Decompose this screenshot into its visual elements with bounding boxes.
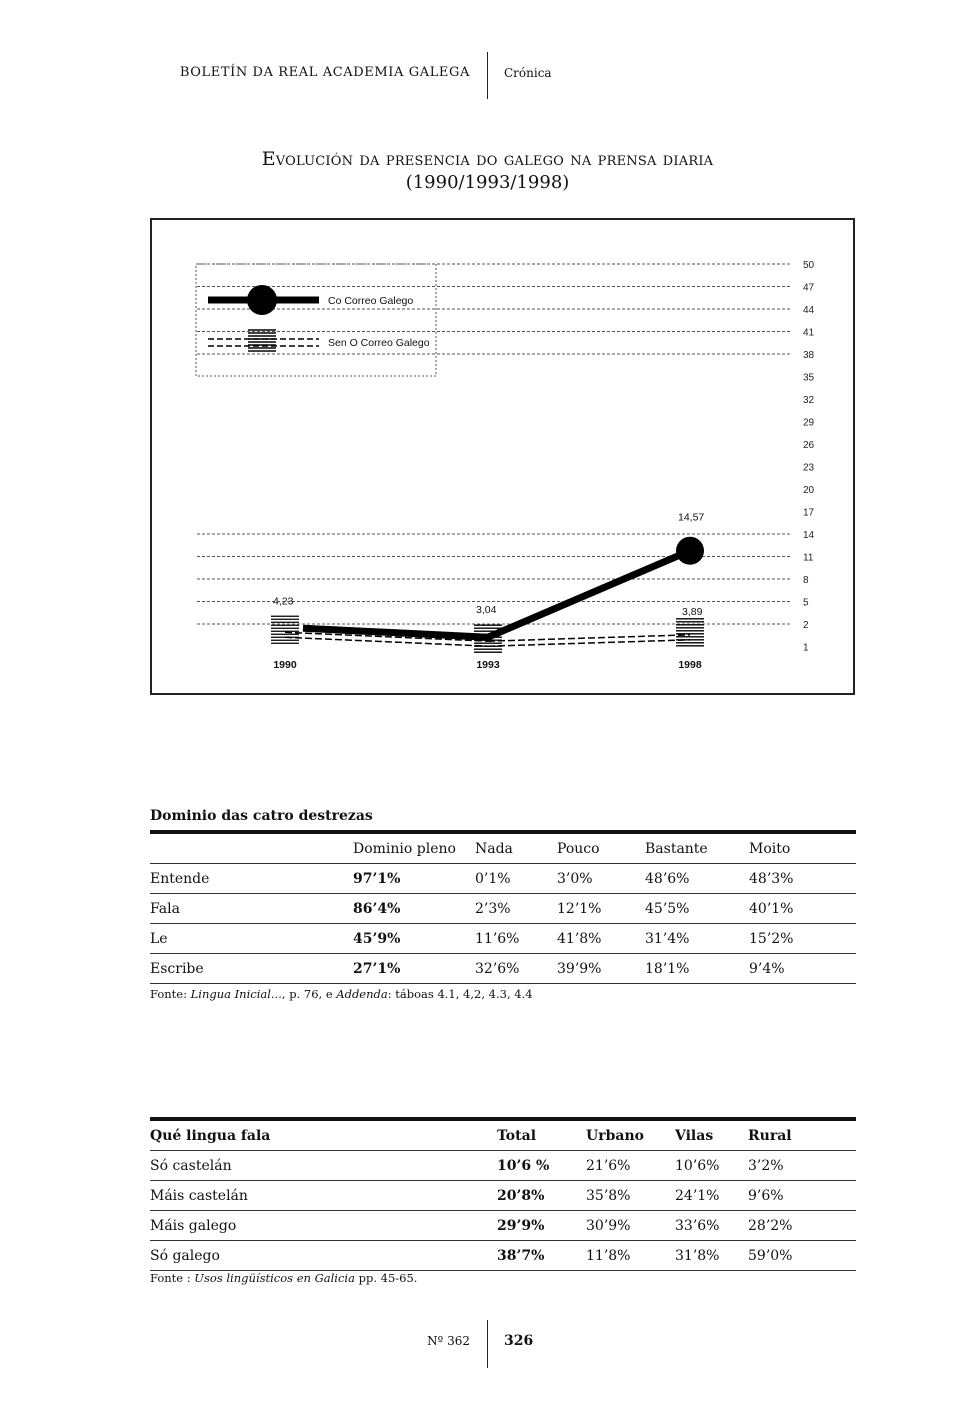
table-cell: 10’6 % xyxy=(497,1151,586,1181)
y-tick-label: 20 xyxy=(803,485,815,496)
table-row xyxy=(150,1241,856,1271)
series2-data-label: 3,89 xyxy=(682,605,703,618)
table-cell: 31’4% xyxy=(645,924,749,954)
y-tick-label: 14 xyxy=(803,530,815,541)
chart-title-line2: (1990/1993/1998) xyxy=(405,172,570,193)
table-cell: 24’1% xyxy=(675,1181,748,1211)
table-cell: 86’4% xyxy=(353,894,475,924)
x-tick-label: 1998 xyxy=(678,659,702,671)
table-cell: 48’6% xyxy=(645,864,749,894)
table-row xyxy=(150,1151,856,1181)
table-cell: 12’1% xyxy=(557,894,645,924)
table-cell: 2’3% xyxy=(475,894,557,924)
table-cell: 40’1% xyxy=(749,894,856,924)
column-header: Rural xyxy=(748,1119,856,1151)
column-header: Bastante xyxy=(645,832,749,864)
row-label: Só castelán xyxy=(150,1151,497,1181)
legend-marker-series1 xyxy=(247,285,277,315)
column-header: Vilas xyxy=(675,1119,748,1151)
table-row xyxy=(150,1181,856,1211)
table1-source-note: Fonte: Lingua Inicial..., p. 76, e Addenda: táboas 4.1, 4,2, 4.3, 4.4 xyxy=(150,987,533,1001)
table-cell: 21’6% xyxy=(586,1151,675,1181)
table-cell: 29’9% xyxy=(497,1211,586,1241)
table-row xyxy=(150,1211,856,1241)
y-tick-label: 38 xyxy=(803,350,815,361)
table-cell: 41’8% xyxy=(557,924,645,954)
y-tick-label: 17 xyxy=(803,507,815,519)
table-row xyxy=(150,894,856,924)
language-table xyxy=(150,1117,856,1271)
table-cell: 11’8% xyxy=(586,1241,675,1271)
legend-label-series2: Sen O Correo Galego xyxy=(328,337,430,349)
table-cell: 30’9% xyxy=(586,1211,675,1241)
row-label: Só galego xyxy=(150,1241,497,1271)
table2-source-note: Fonte : Usos lingüísticos en Galicia pp. 45-65. xyxy=(150,1271,418,1285)
legend-label-series1: Co Correo Galego xyxy=(328,295,414,307)
table-cell: 45’5% xyxy=(645,894,749,924)
y-tick-label: 41 xyxy=(803,327,815,339)
row-label: Escribe xyxy=(150,954,353,984)
running-header xyxy=(0,52,975,100)
y-tick-label: 44 xyxy=(803,305,815,316)
table-cell: 15’2% xyxy=(749,924,856,954)
row-label: Entende xyxy=(150,864,353,894)
y-tick-label: 8 xyxy=(803,575,809,586)
table-cell: 18’1% xyxy=(645,954,749,984)
row-label: Máis galego xyxy=(150,1211,497,1241)
y-tick-label: 11 xyxy=(803,552,814,564)
y-tick-label: 1 xyxy=(803,642,809,654)
series1-data-label: 3,04 xyxy=(476,604,497,617)
row-label: Fala xyxy=(150,894,353,924)
column-header: Urbano xyxy=(586,1119,675,1151)
series1-line xyxy=(303,551,690,637)
chart-title xyxy=(0,148,975,194)
table-cell: 33’6% xyxy=(675,1211,748,1241)
page-footer xyxy=(0,1320,975,1370)
row-label: Le xyxy=(150,924,353,954)
section-name: Crónica xyxy=(504,66,552,80)
table-cell: 32’6% xyxy=(475,954,557,984)
table-cell: 31’8% xyxy=(675,1241,748,1271)
legend-box xyxy=(196,264,436,376)
table-cell: 97’1% xyxy=(353,864,475,894)
table-cell: 20’8% xyxy=(497,1181,586,1211)
table-cell: 48’3% xyxy=(749,864,856,894)
table-cell: 10’6% xyxy=(675,1151,748,1181)
y-tick-label: 5 xyxy=(803,597,809,609)
table-cell: 35’8% xyxy=(586,1181,675,1211)
x-tick-label: 1993 xyxy=(476,659,500,671)
page-number: 326 xyxy=(504,1333,534,1349)
y-tick-label: 29 xyxy=(803,417,815,429)
y-tick-label: 23 xyxy=(803,462,815,474)
column-header: Pouco xyxy=(557,832,645,864)
table1-title: Dominio das catro destrezas xyxy=(150,808,373,824)
table-row xyxy=(150,954,856,984)
y-tick-label: 26 xyxy=(803,440,815,451)
table-cell: 59’0% xyxy=(748,1241,856,1271)
chart-frame xyxy=(150,218,855,695)
table-row xyxy=(150,924,856,954)
footer-divider xyxy=(487,1320,488,1368)
table-cell: 0’1% xyxy=(475,864,557,894)
table-row xyxy=(150,864,856,894)
table-header-row xyxy=(150,1119,856,1151)
column-header: Moito xyxy=(749,832,856,864)
y-tick-label: 2 xyxy=(803,620,809,631)
column-header: Dominio pleno xyxy=(353,832,475,864)
table-cell: 38’7% xyxy=(497,1241,586,1271)
header-divider xyxy=(487,52,488,99)
table-cell: 28’2% xyxy=(748,1211,856,1241)
table-cell: 11’6% xyxy=(475,924,557,954)
column-header: Qué lingua fala xyxy=(150,1119,497,1151)
y-tick-label: 35 xyxy=(803,372,815,384)
chart-title-line1: Evolución da presencia do galego na prensa diaria xyxy=(261,148,714,170)
table-cell: 45’9% xyxy=(353,924,475,954)
journal-title: BOLETÍN DA REAL ACADEMIA GALEGA xyxy=(179,65,470,80)
row-label: Máis castelán xyxy=(150,1181,497,1211)
y-tick-label: 50 xyxy=(803,260,815,271)
table-cell: 3’2% xyxy=(748,1151,856,1181)
issue-number: Nº 362 xyxy=(427,1334,470,1348)
y-tick-label: 47 xyxy=(803,282,815,294)
column-header: Total xyxy=(497,1119,586,1151)
table-cell: 39’9% xyxy=(557,954,645,984)
table-cell: 3’0% xyxy=(557,864,645,894)
skills-table xyxy=(150,830,856,984)
line-chart xyxy=(152,220,857,697)
column-header xyxy=(150,832,353,864)
series1-marker xyxy=(676,537,704,565)
series1-data-label: 14,57 xyxy=(678,511,705,524)
table-cell: 27’1% xyxy=(353,954,475,984)
column-header: Nada xyxy=(475,832,557,864)
table-header-row xyxy=(150,832,856,864)
x-tick-label: 1990 xyxy=(273,659,297,671)
table-cell: 9’4% xyxy=(749,954,856,984)
table-cell: 9’6% xyxy=(748,1181,856,1211)
series1-data-label: 4,23 xyxy=(273,595,294,608)
y-tick-label: 32 xyxy=(803,395,815,406)
